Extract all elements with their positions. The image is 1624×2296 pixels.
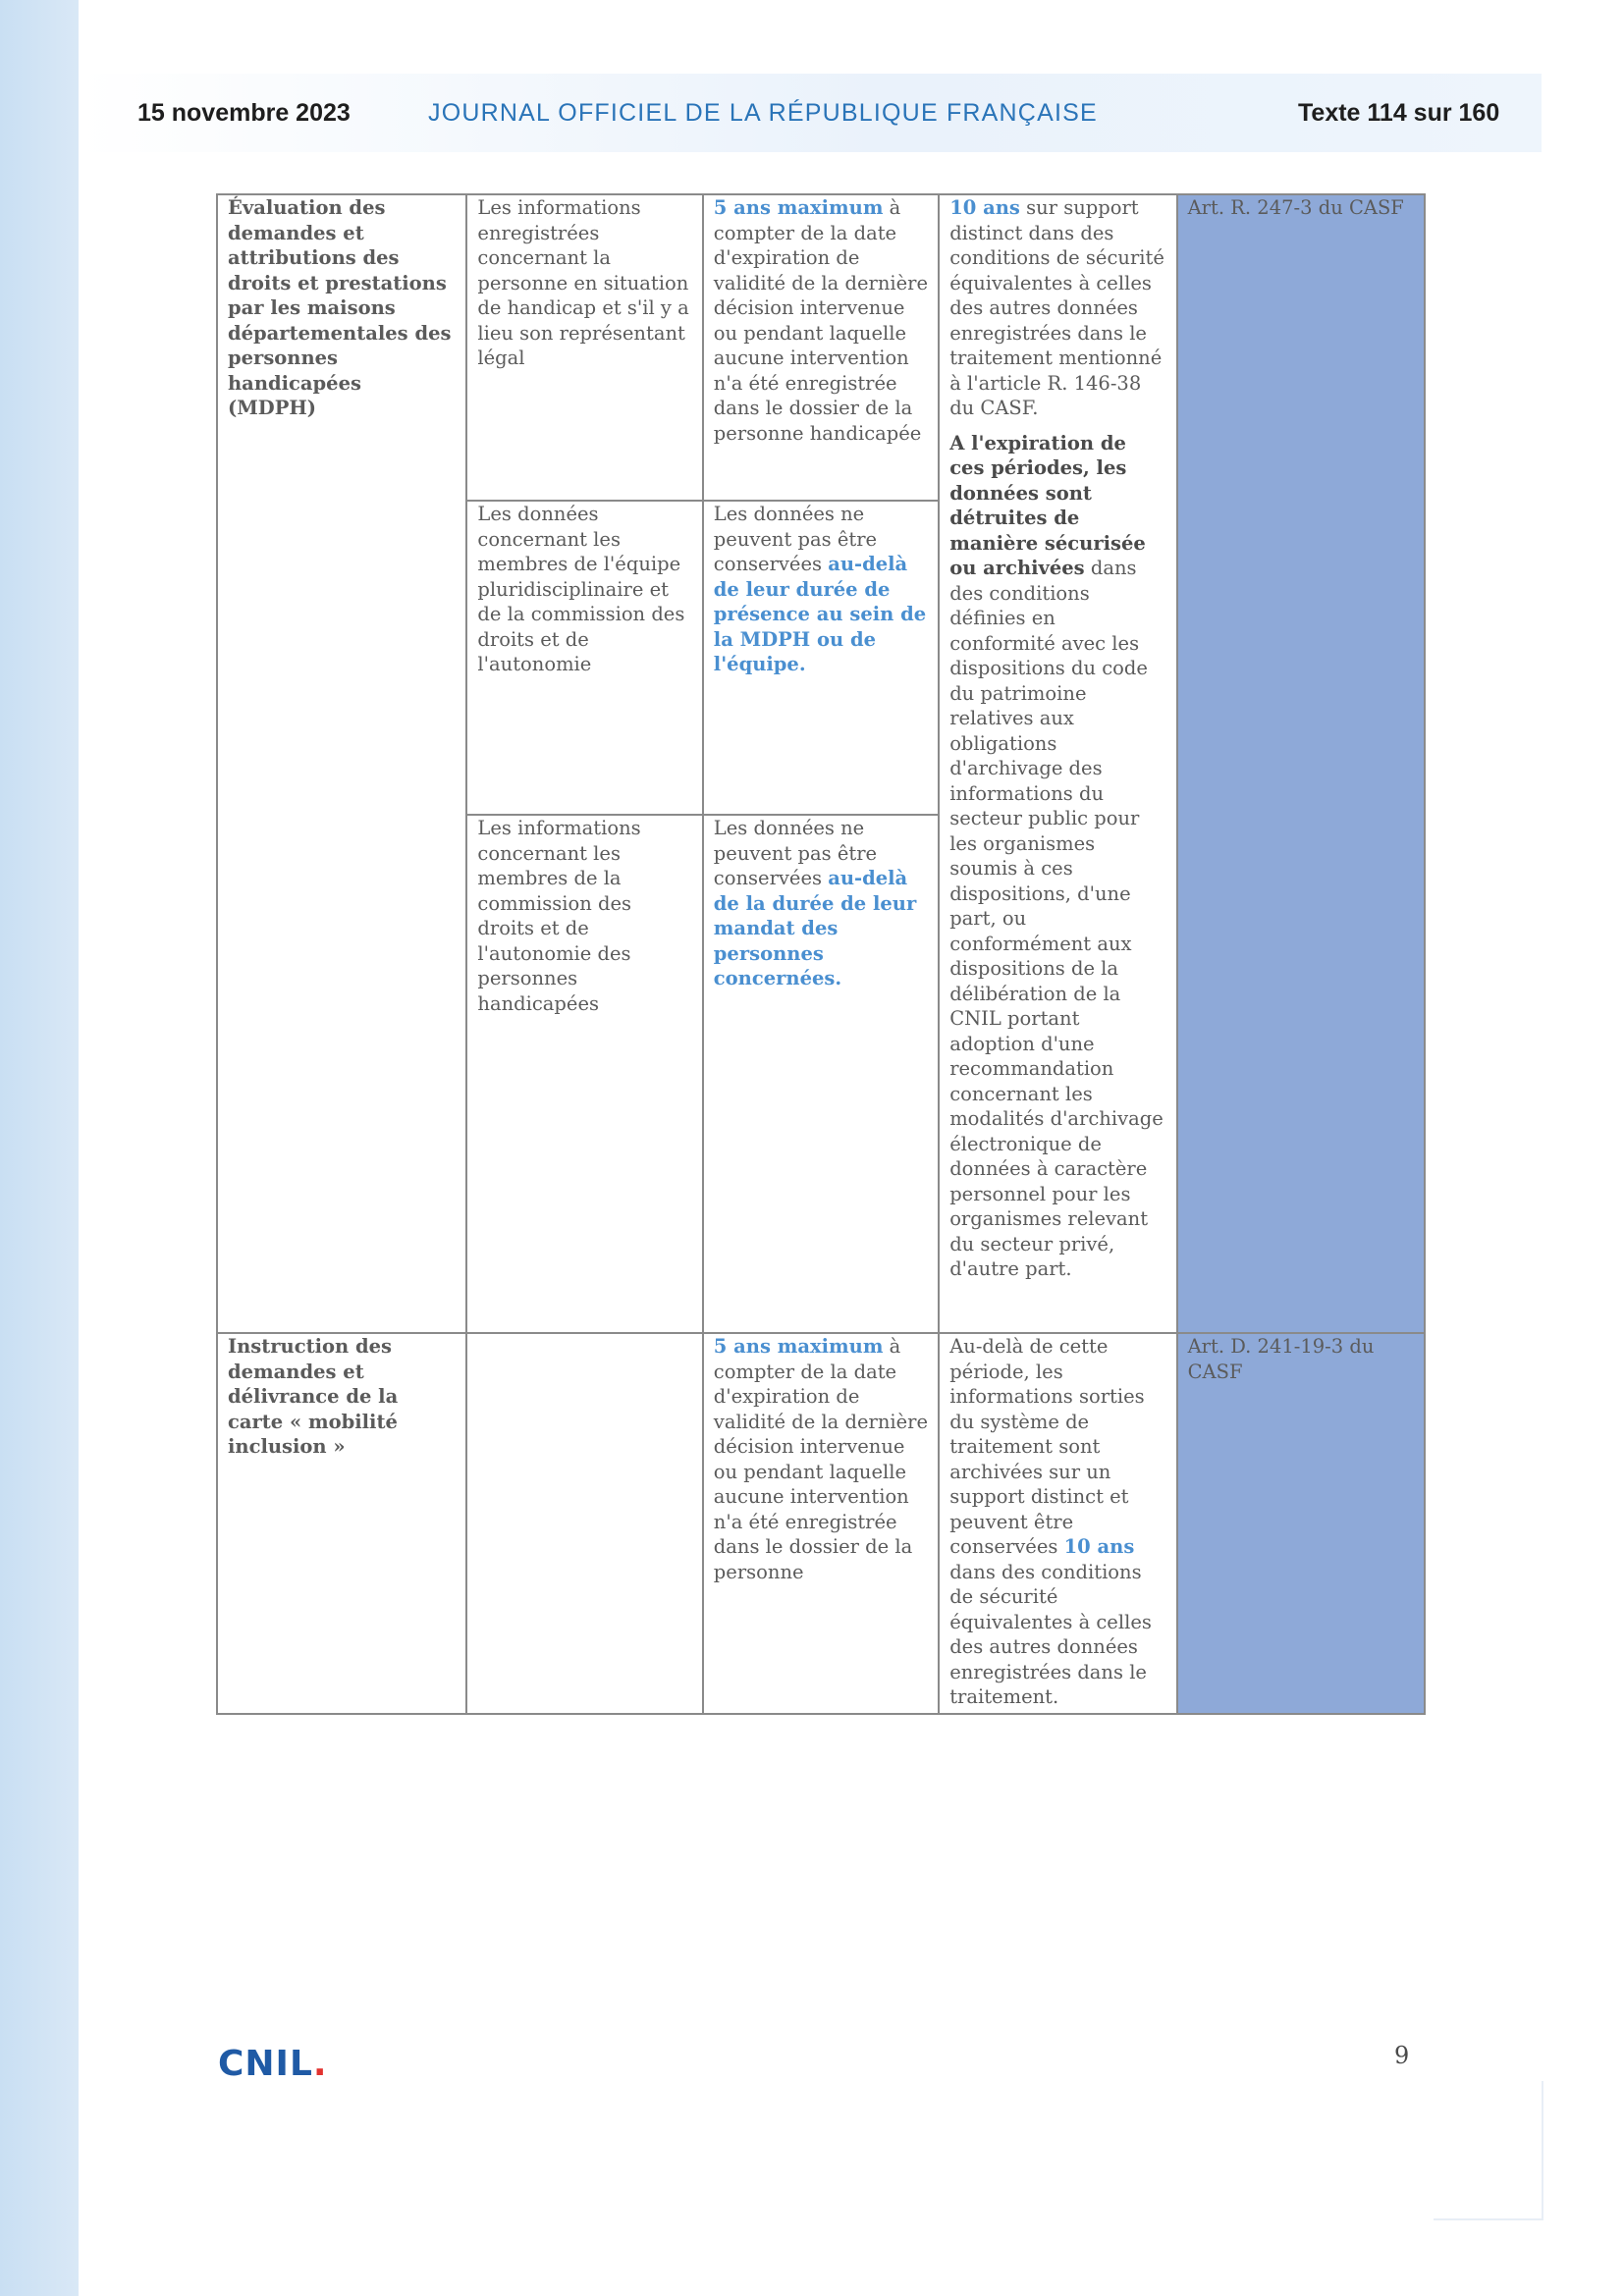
category-cell [217, 1333, 466, 1714]
archive-highlight: 10 ans [949, 196, 1020, 219]
data-cell-empty [466, 1333, 702, 1714]
archive-cell [939, 1333, 1176, 1714]
category-text: Évaluation des demandes et attributions des droits et prestations par les maisons départementales des personnes handicapées (MDPH) [228, 196, 452, 419]
duration-cell [703, 194, 939, 501]
header-date: 15 novembre 2023 [137, 99, 351, 127]
duration-highlight: 5 ans maximum [713, 1335, 884, 1358]
archive-cell [939, 194, 1176, 1333]
table-row [217, 1333, 1425, 1714]
table-row [217, 194, 1425, 501]
data-cell [466, 501, 702, 815]
duration-text: à compter de la date d'expiration de validité de la dernière décision intervenue ou pendant laquelle aucune intervention n'a été enregistrée dans le dossier de la personne [713, 1335, 929, 1583]
data-cell [466, 194, 702, 501]
reference-cell [1177, 194, 1425, 1333]
data-cell [466, 815, 702, 1333]
archive-text: sur support distinct dans des conditions de sécurité équivalentes à celles des autres données enregistrées dans le traitement mentionné à l'article R. 146-38 du CASF. [949, 196, 1164, 419]
duration-cell [703, 1333, 939, 1714]
duration-text: Les données ne peuvent pas être conservées [713, 503, 878, 575]
category-text: Instruction des demandes et délivrance de la carte « mobilité inclusion » [228, 1335, 399, 1458]
retention-table [216, 193, 1426, 1715]
reference-cell [1177, 1333, 1425, 1714]
archive-tail-text: dans des conditions de sécurité équivalentes à celles des autres données enregistrées dans le traitement. [949, 1560, 1152, 1708]
archive-text: Au-delà de cette période, les informations sorties du système de traitement sont archivées sur un support distinct et peuvent être conservées [949, 1335, 1145, 1558]
corner-frame [1434, 2081, 1543, 2220]
logo-dot: . [312, 2044, 328, 2084]
duration-cell [703, 815, 939, 1333]
duration-highlight: 5 ans maximum [713, 196, 884, 219]
header-title: JOURNAL OFFICIEL DE LA RÉPUBLIQUE FRANÇAISE [428, 99, 1098, 127]
header-text-number: Texte 114 sur 160 [1298, 99, 1500, 127]
page-number: 9 [1394, 2042, 1410, 2069]
archive-tail-text: dans des conditions définies en conformité avec les dispositions du code du patrimoine relatives aux obligations d'archivage des informations du secteur public pour les organismes soumis à ces dispositions, d'une part, ou conformément aux dispositions de la délibération de la CNIL portant adoption d'une recommandation concernant les modalités d'archivage électronique de données à caractère personnel pour les organismes relevant du secteur privé, d'autre part. [949, 557, 1164, 1280]
category-cell [217, 194, 466, 1333]
data-text: Les informations concernant les membres de la commission des droits et de l'autonomie des personnes handicapées [477, 817, 641, 1015]
duration-cell [703, 501, 939, 815]
duration-text: Les données ne peuvent pas être conservées [713, 817, 878, 889]
archive-bold-text: A l'expiration de ces périodes, les données sont détruites de manière sécurisée ou archivées [949, 431, 1146, 579]
left-margin-band [0, 0, 79, 2296]
duration-highlight: au-delà de leur durée de présence au sein de la MDPH ou de l'équipe. [713, 553, 927, 675]
logo-text: CNIL [218, 2044, 313, 2084]
duration-highlight: au-delà de la durée de leur mandat des personnes concernées. [713, 867, 917, 989]
reference-text: Art. D. 241-19-3 du CASF [1187, 1335, 1375, 1383]
duration-text: à compter de la date d'expiration de validité de la dernière décision intervenue ou pendant laquelle aucune intervention n'a été enregistrée dans le dossier de la personne handicapée [713, 196, 929, 445]
data-text: Les informations enregistrées concernant la personne en situation de handicap et s'il y a lieu son représentant légal [477, 196, 689, 369]
reference-text: Art. R. 247-3 du CASF [1187, 196, 1404, 219]
cnil-logo [218, 2044, 328, 2084]
data-text: Les données concernant les membres de l'équipe pluridisciplinaire et de la commission des droits et de l'autonomie [477, 503, 685, 675]
archive-highlight: 10 ans [1063, 1535, 1135, 1558]
